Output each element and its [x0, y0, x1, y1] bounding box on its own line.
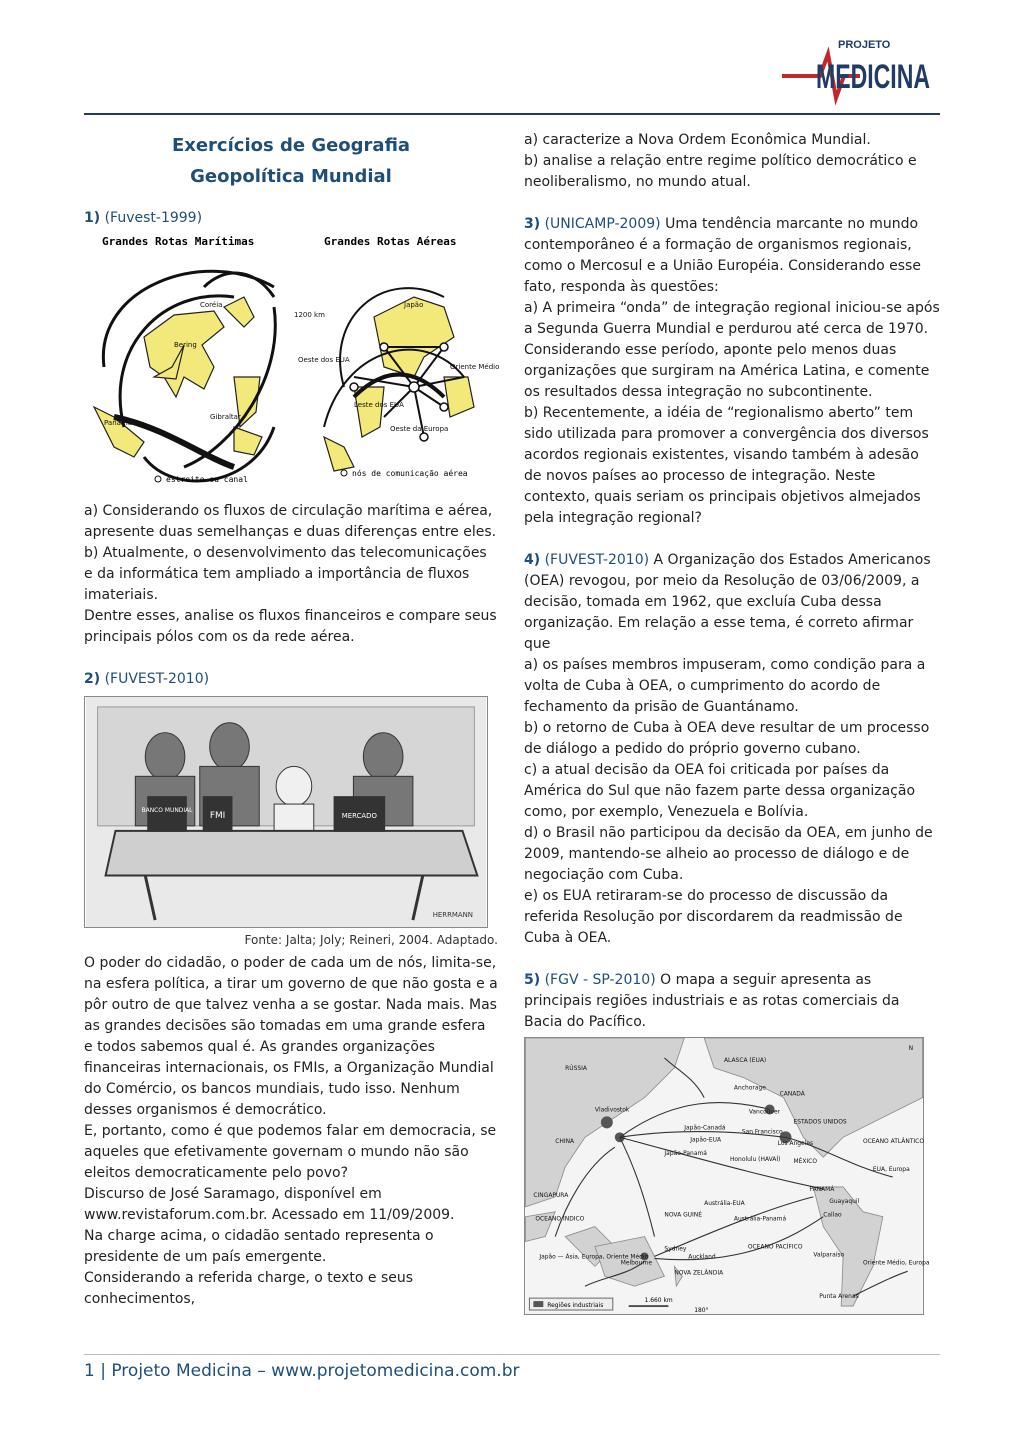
q2-cartoon [84, 696, 488, 928]
map-label-russia: RÚSSIA [565, 1064, 587, 1072]
projeto-medicina-logo [780, 36, 932, 108]
page-footer: 1 | Projeto Medicina – www.projetomedicina.com.br [84, 1354, 940, 1381]
q4-item-b: b) o retorno de Cuba à OEA deve resultar de um processo de diálogo a pedido do próprio governo cubano. [524, 720, 930, 757]
q2-item-b: b) analise a relação entre regime político democrático e neoliberalismo, no mundo atual. [524, 153, 917, 190]
q2-quote-cont: E, portanto, como é que podemos falar em democracia, se aqueles que efetivamente governam o mundo não são eleitos democraticamente pelo povo? [84, 1123, 497, 1181]
map-label-cingapura: CINGAPURA [533, 1191, 569, 1199]
map-label-japao-canada: Japão-Canadá [684, 1124, 726, 1132]
map-label-panama: PANAMÁ [809, 1185, 835, 1193]
label-leste-eua: Leste dos EUA [354, 401, 404, 409]
map-label-honolulu: Honolulu (HAVAÍ) [729, 1156, 781, 1164]
header-rule [84, 113, 940, 115]
label-scale: 1200 km [294, 311, 325, 319]
q3-item-a: a) A primeira “onda” de integração regional iniciou-se após a Segunda Guerra Mundial e perdurou até cerca de 1970. Considerando esse período, aponte pelo menos duas organizações que surgiram na América Latina, e comente os resultados dessa integração no subcontinente. [524, 300, 940, 400]
q1-source: (Fuvest-1999) [104, 210, 203, 226]
cartoon-table [106, 831, 478, 876]
label-oeste-europa: Oeste da Europa [390, 425, 449, 433]
q1-route-maps [84, 227, 500, 499]
map-label-guayaquil: Guayaquil [829, 1197, 860, 1205]
q5-source: (FGV - SP-2010) [544, 972, 656, 988]
q2-prompt: Considerando a referida charge, o texto e seus conhecimentos, [84, 1270, 414, 1307]
map-label-valparaiso: Valparaíso [813, 1251, 845, 1259]
q2-citation: Discurso de José Saramago, disponível em www.revistaforum.com.br. Acessado em 11/09/2009. [84, 1186, 455, 1223]
map-label-vancouver: Vancouver [748, 1108, 781, 1116]
q4-item-e: e) os EUA retiraram-se do processo de discussão da referida Resolução por discordarem da readmissão de Cuba à OEA. [524, 888, 903, 946]
right-column [524, 130, 940, 1315]
map-label-anchorage: Anchorage [733, 1084, 766, 1092]
map-label-china: CHINA [555, 1138, 575, 1146]
label-japao: Japão [404, 301, 424, 309]
q4-item-c: c) a atual decisão da OEA foi criticada por países da América do Sul que não fazem parte dessa organização como, por exemplo, Venezuela e Bolívia. [524, 762, 916, 820]
q2-source: (FUVEST-2010) [104, 671, 210, 687]
map-label-sf: San Francisco [741, 1128, 783, 1136]
label-coreia: Coréia [200, 301, 223, 309]
map-label-nova-guine: NOVA GUINÉ [664, 1211, 702, 1219]
title-line-2: Geopolítica Mundial [190, 166, 392, 187]
map-legend-text: Regiões industriais [547, 1302, 604, 1310]
logo-main-text: MEDICINA [816, 58, 930, 96]
q2-heading [84, 669, 498, 690]
cartoon-label-banco: BANCO MUNDIAL [141, 807, 193, 814]
map-meridian: 180° [694, 1307, 709, 1315]
map-left-title: Grandes Rotas Marítimas [102, 235, 255, 248]
map-label-oceano-indico: OCEANO ÍNDICO [535, 1215, 585, 1223]
q1-number: 1) [84, 210, 101, 226]
label-bering: Bering [174, 341, 197, 349]
label-gibraltar: Gibraltar [210, 413, 241, 421]
q3-number: 3) [524, 216, 541, 232]
map-north-arrow: N [908, 1044, 914, 1052]
map-label-punta-arenas: Punta Arenas [819, 1293, 859, 1301]
q2-quote: O poder do cidadão, o poder de cada um de nós, limita-se, na esfera política, a tirar um governo de que não gosta e a pôr outro de que talvez venha a se gostar. Nada mais. Mas as grandes decisões são tomadas em uma grande esfera e todos sabemos qual é. As grandes organizações financeiras internacionais, os FMIs, a Organização Mundial do Comércio, os bancos mundiais, tudo isso. Nenhum desses organismos é democrático. [84, 955, 498, 1118]
map-label-japao-panama: Japão-Panamá [664, 1150, 707, 1158]
q3-source: (UNICAMP-2009) [544, 216, 661, 232]
map-label-japao-eua: Japão-EUA [690, 1136, 722, 1144]
q4-item-d: d) o Brasil não participou da decisão da OEA, em junho de 2009, mantendo-se alheio ao processo de diálogo e de negociação com Cuba. [524, 825, 933, 883]
legend-strait: estreito ou canal [166, 475, 248, 484]
q1-item-b: b) Atualmente, o desenvolvimento das telecomunicações e da informática tem ampliado a importância de fluxos imateriais. [84, 545, 487, 603]
logo-top-text: PROJETO [838, 39, 891, 51]
q4-source: (FUVEST-2010) [544, 552, 650, 568]
q1-item-a: a) Considerando os fluxos de circulação marítima e aérea, apresente duas semelhanças e duas diferenças entre eles. [84, 503, 497, 540]
q4-block [524, 550, 940, 655]
label-panama: Panamá [104, 419, 133, 427]
q4-intro: A Organização dos Estados Americanos (OEA) revogou, por meio da Resolução de 03/06/2009, a decisão, tomada em 1962, que excluía Cuba dessa organização. Em relação a esse tema, é correto afirmar que [524, 552, 931, 652]
legend-node-symbol [341, 470, 347, 476]
map-label-oriente-medio: Oriente Médio, Europa [862, 1259, 930, 1267]
q2-item-a: a) caracterize a Nova Ordem Econômica Mundial. [524, 132, 871, 148]
q2-figure-note: Fonte: Jalta; Joly; Reineri, 2004. Adaptado. [244, 933, 498, 947]
q3-block [524, 214, 940, 298]
map-label-sydney: Sydney [664, 1245, 687, 1253]
cartoon-label-fmi: FMI [209, 810, 226, 821]
map-label-oceano-pacifico: OCEANO PACÍFICO [747, 1243, 803, 1251]
q2-context: Na charge acima, o cidadão sentado representa o presidente de um país emergente. [84, 1228, 434, 1265]
q1-heading [84, 208, 498, 229]
q3-intro: Uma tendência marcante no mundo contemporâneo é a formação de organismos regionais, como o Mercosul e a União Européia. Considerando esse fato, responda às questões: [524, 216, 921, 295]
map-label-oceano-atlantico: OCEANO ATLÂNTICO [862, 1138, 925, 1146]
q4-number: 4) [524, 552, 541, 568]
legend-strait-symbol [155, 476, 161, 482]
map-label-eua-europa: EUA, Europa [872, 1166, 910, 1174]
q2-number: 2) [84, 671, 101, 687]
map-label-callao: Callao [823, 1211, 842, 1219]
label-oeste-eua: Oeste dos EUA [298, 356, 350, 364]
map-label-canada: CANADÁ [779, 1090, 805, 1098]
legend-nodes: nós de comunicação aérea [352, 469, 468, 478]
q5-number: 5) [524, 972, 541, 988]
cartoon-label-mercado: MERCADO [341, 811, 377, 820]
title-line-1: Exercícios de Geografia [171, 135, 411, 156]
q5-pacific-map [524, 1037, 930, 1315]
map-label-eua: ESTADOS UNIDOS [793, 1118, 847, 1126]
q5-intro: O mapa a seguir apresenta as principais regiões industriais e as rotas comerciais da Bacia do Pacífico. [524, 972, 900, 1030]
left-map-landmasses [94, 297, 262, 457]
map-label-alasca: ALASCA (EUA) [724, 1056, 767, 1064]
map-label-mexico: MÉXICO [793, 1158, 818, 1166]
map-label-japao-asia: Japão — Ásia, Europa, Oriente Médio [539, 1253, 649, 1261]
cartoon-signature: HERRMANN [432, 911, 473, 920]
map-label-australia-panama: Austrália-Panamá [733, 1215, 787, 1223]
map-label-la: Los Angeles [777, 1140, 814, 1148]
map-label-vladivostok: Vladivostok [594, 1106, 630, 1114]
q5-block [524, 970, 940, 1033]
map-label-australia-eua: Austrália-EUA [704, 1199, 745, 1207]
left-column [84, 130, 498, 1310]
map-right-title: Grandes Rotas Aéreas [324, 235, 457, 248]
map-label-melbourne: Melbourne [620, 1259, 653, 1267]
map-label-nova-zelandia: NOVA ZELÂNDIA [674, 1269, 724, 1277]
q3-item-b: b) Recentemente, a idéia de “regionalismo aberto” tem sido utilizada para promover a convergência dos diversos acordos regionais existentes, visando também à adesão de novos países ao processo de integração. Neste contexto, quais seriam os principais objetivos almejados pela integração regional? [524, 405, 929, 526]
page-title [84, 130, 498, 192]
q4-item-a: a) os países membros impuseram, como condição para a volta de Cuba à OEA, o cumprimento do acordo de fechamento da prisão de Guantánamo. [524, 657, 926, 715]
q1-item-b-cont: Dentre esses, analise os fluxos financeiros e compare seus principais pólos com os da rede aérea. [84, 608, 497, 645]
map-scale: 1.660 km [644, 1297, 673, 1305]
map-label-auckland: Auckland [688, 1253, 716, 1261]
label-oriente-medio: Oriente Médio [450, 363, 500, 371]
